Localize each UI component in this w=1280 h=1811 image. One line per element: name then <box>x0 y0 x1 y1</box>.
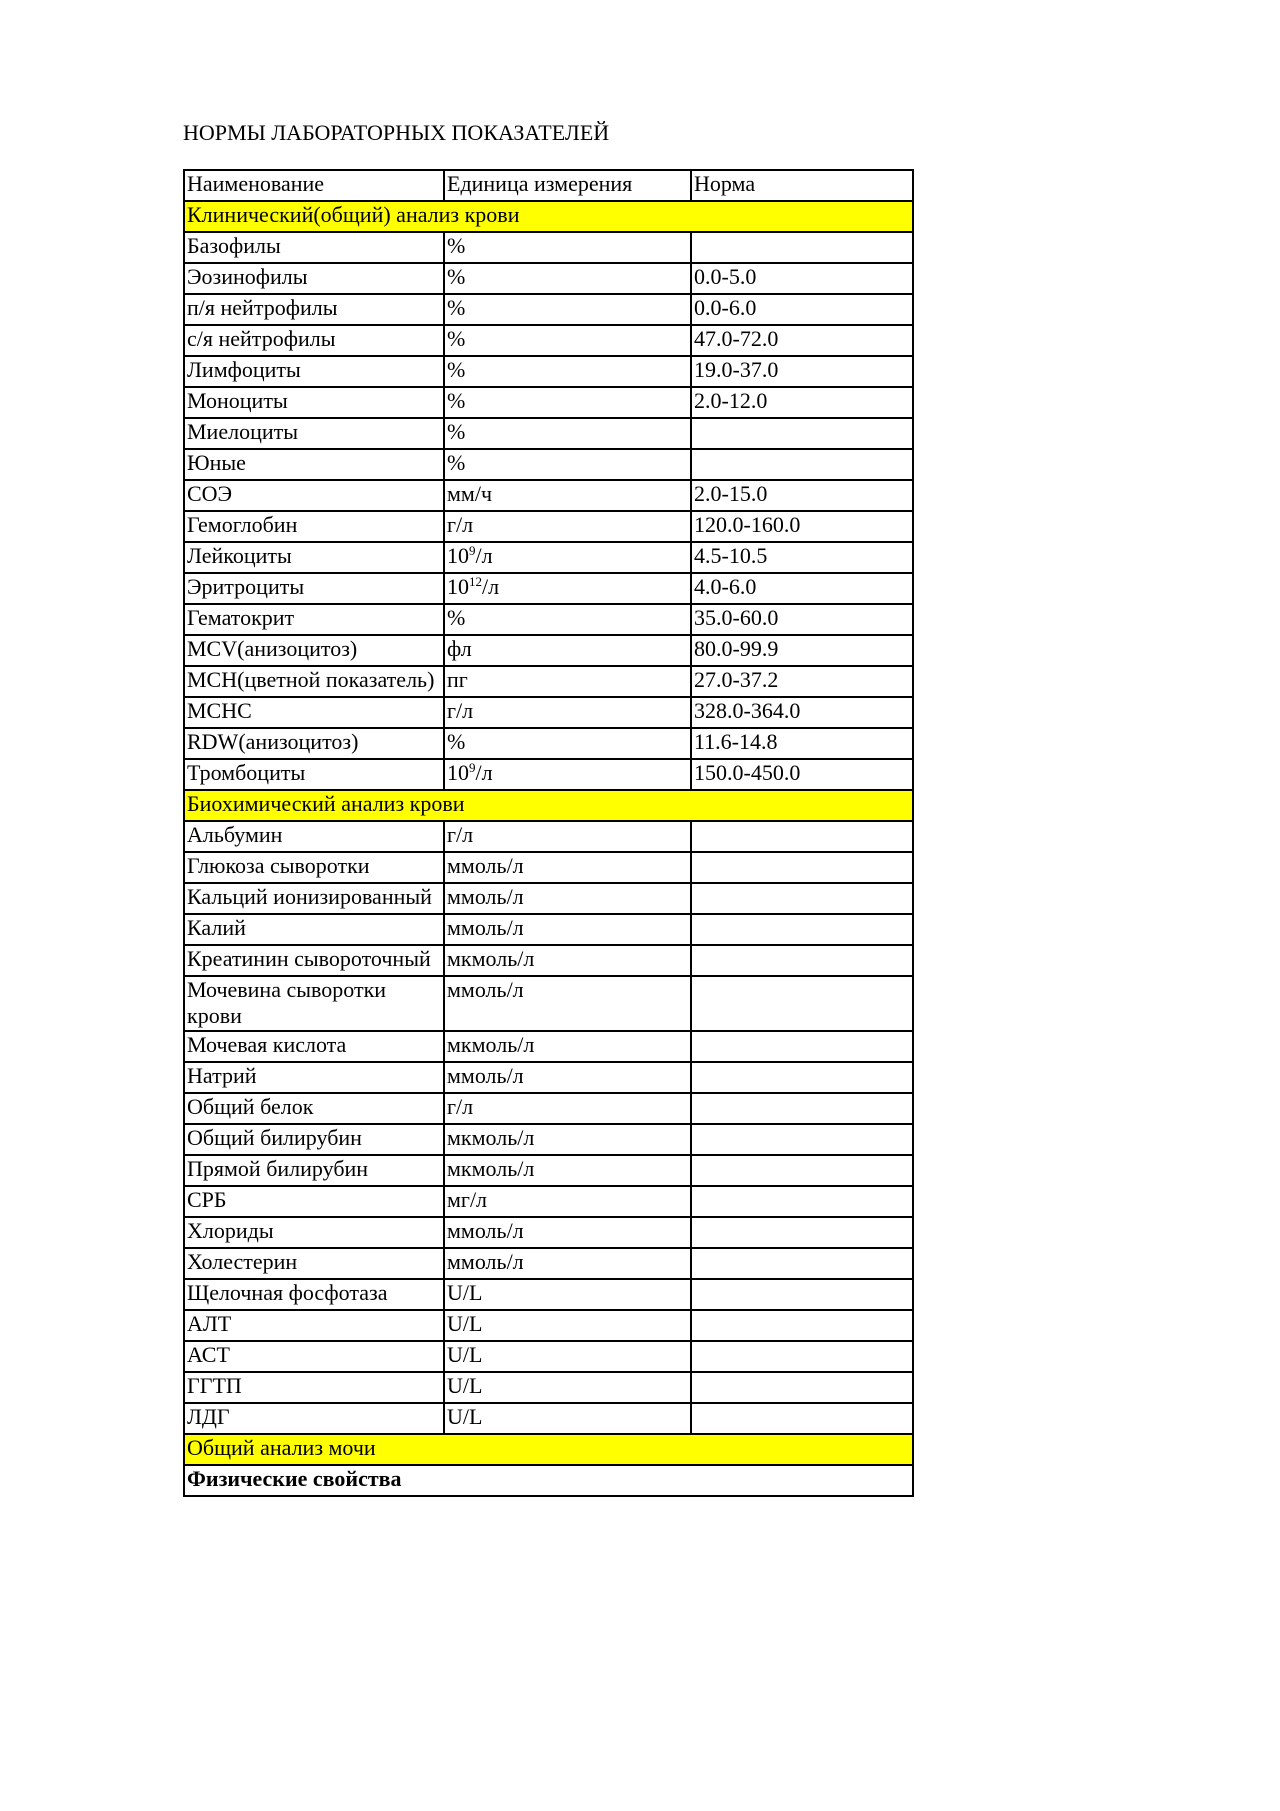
cell-unit: % <box>444 728 691 759</box>
cell-unit: г/л <box>444 697 691 728</box>
cell-norm <box>691 883 913 914</box>
header-unit: Единица измерения <box>444 170 691 201</box>
subsection-header-row <box>184 1465 913 1496</box>
cell-norm <box>691 1155 913 1186</box>
cell-unit: U/L <box>444 1310 691 1341</box>
cell-name: Общий билирубин <box>184 1124 444 1155</box>
cell-name: Альбумин <box>184 821 444 852</box>
unit-base: 10 <box>447 543 469 568</box>
cell-norm: 80.0-99.9 <box>691 635 913 666</box>
cell-name: Тромбоциты <box>184 759 444 790</box>
cell-name: Глюкоза сыворотки <box>184 852 444 883</box>
cell-norm <box>691 418 913 449</box>
table-row <box>184 666 913 697</box>
cell-name: Базофилы <box>184 232 444 263</box>
cell-unit: мг/л <box>444 1186 691 1217</box>
cell-name: MCHC <box>184 697 444 728</box>
table-row <box>184 263 913 294</box>
cell-norm <box>691 945 913 976</box>
cell-norm: 35.0-60.0 <box>691 604 913 635</box>
cell-name: Прямой билирубин <box>184 1155 444 1186</box>
cell-norm: 2.0-15.0 <box>691 480 913 511</box>
cell-unit: мкмоль/л <box>444 945 691 976</box>
cell-unit: ммоль/л <box>444 914 691 945</box>
cell-unit: ммоль/л <box>444 1248 691 1279</box>
table-header-row <box>184 170 913 201</box>
cell-unit: ммоль/л <box>444 883 691 914</box>
cell-name: Лимфоциты <box>184 356 444 387</box>
cell-name: ГГТП <box>184 1372 444 1403</box>
cell-norm <box>691 1031 913 1062</box>
table-row <box>184 480 913 511</box>
cell-unit: ммоль/л <box>444 852 691 883</box>
cell-unit: ммоль/л <box>444 1217 691 1248</box>
unit-exponent: 9 <box>469 543 476 558</box>
cell-unit: % <box>444 356 691 387</box>
cell-norm <box>691 1217 913 1248</box>
section-title: Клинический(общий) анализ крови <box>184 201 913 232</box>
cell-norm <box>691 1186 913 1217</box>
unit-exponent: 12 <box>469 574 482 589</box>
cell-name: Гемоглобин <box>184 511 444 542</box>
subsection-title: Физические свойства <box>184 1465 913 1496</box>
cell-norm <box>691 914 913 945</box>
cell-unit: % <box>444 263 691 294</box>
cell-norm <box>691 1403 913 1434</box>
lab-norms-table <box>183 169 914 1497</box>
section-header-row <box>184 201 913 232</box>
table-row <box>184 1248 913 1279</box>
unit-exponent: 9 <box>469 760 476 775</box>
cell-unit: мкмоль/л <box>444 1155 691 1186</box>
cell-name: Щелочная фосфотаза <box>184 1279 444 1310</box>
cell-name: Юные <box>184 449 444 480</box>
table-row <box>184 1341 913 1372</box>
cell-name: MCH(цветной показатель) <box>184 666 444 697</box>
table-row <box>184 759 913 790</box>
table-row <box>184 728 913 759</box>
cell-name: RDW(анизоцитоз) <box>184 728 444 759</box>
cell-name: Эозинофилы <box>184 263 444 294</box>
table-row <box>184 232 913 263</box>
unit-suffix: /л <box>475 760 493 785</box>
cell-unit: мкмоль/л <box>444 1031 691 1062</box>
cell-name: Калий <box>184 914 444 945</box>
cell-name: MCV(анизоцитоз) <box>184 635 444 666</box>
table-row <box>184 1186 913 1217</box>
cell-name: Мочевая кислота <box>184 1031 444 1062</box>
cell-name: Хлориды <box>184 1217 444 1248</box>
cell-unit: г/л <box>444 1093 691 1124</box>
unit-base: 10 <box>447 760 469 785</box>
unit-suffix: /л <box>482 574 500 599</box>
cell-norm <box>691 1341 913 1372</box>
cell-norm <box>691 1062 913 1093</box>
cell-norm: 47.0-72.0 <box>691 325 913 356</box>
cell-norm: 0.0-5.0 <box>691 263 913 294</box>
cell-name: п/я нейтрофилы <box>184 294 444 325</box>
table-row <box>184 573 913 604</box>
cell-unit: мкмоль/л <box>444 1124 691 1155</box>
table-row <box>184 294 913 325</box>
section-header-row <box>184 1434 913 1465</box>
cell-norm <box>691 976 913 1031</box>
table-row <box>184 1310 913 1341</box>
cell-norm <box>691 1372 913 1403</box>
cell-norm: 4.0-6.0 <box>691 573 913 604</box>
cell-unit: ммоль/л <box>444 976 691 1031</box>
cell-norm: 4.5-10.5 <box>691 542 913 573</box>
cell-name: Моноциты <box>184 387 444 418</box>
table-row <box>184 449 913 480</box>
cell-norm: 27.0-37.2 <box>691 666 913 697</box>
cell-unit: ммоль/л <box>444 1062 691 1093</box>
table-row <box>184 635 913 666</box>
cell-unit: пг <box>444 666 691 697</box>
cell-norm: 0.0-6.0 <box>691 294 913 325</box>
table-row <box>184 604 913 635</box>
cell-unit: мм/ч <box>444 480 691 511</box>
unit-suffix: /л <box>475 543 493 568</box>
cell-norm <box>691 232 913 263</box>
cell-name: ЛДГ <box>184 1403 444 1434</box>
section-title: Общий анализ мочи <box>184 1434 913 1465</box>
cell-name: Холестерин <box>184 1248 444 1279</box>
table-row <box>184 697 913 728</box>
unit-base: 10 <box>447 574 469 599</box>
cell-unit: фл <box>444 635 691 666</box>
document-title: НОРМЫ ЛАБОРАТОРНЫХ ПОКАЗАТЕЛЕЙ <box>183 120 610 145</box>
cell-name: АЛТ <box>184 1310 444 1341</box>
header-name: Наименование <box>184 170 444 201</box>
table-row <box>184 511 913 542</box>
cell-unit: U/L <box>444 1279 691 1310</box>
table-row <box>184 852 913 883</box>
cell-norm <box>691 449 913 480</box>
cell-name: Кальций ионизированный <box>184 883 444 914</box>
table-row <box>184 1124 913 1155</box>
table-row <box>184 1093 913 1124</box>
cell-norm <box>691 852 913 883</box>
cell-norm: 328.0-364.0 <box>691 697 913 728</box>
cell-name: с/я нейтрофилы <box>184 325 444 356</box>
cell-norm: 2.0-12.0 <box>691 387 913 418</box>
table-row <box>184 1403 913 1434</box>
cell-name: Лейкоциты <box>184 542 444 573</box>
cell-unit <box>444 542 691 573</box>
cell-unit: % <box>444 387 691 418</box>
cell-name: СРБ <box>184 1186 444 1217</box>
cell-norm <box>691 821 913 852</box>
table-row <box>184 821 913 852</box>
table-row <box>184 1062 913 1093</box>
table-row <box>184 914 913 945</box>
cell-norm <box>691 1279 913 1310</box>
cell-unit: % <box>444 418 691 449</box>
cell-unit <box>444 573 691 604</box>
table-row <box>184 325 913 356</box>
cell-unit: г/л <box>444 821 691 852</box>
section-title: Биохимический анализ крови <box>184 790 913 821</box>
cell-unit: U/L <box>444 1372 691 1403</box>
table-row <box>184 1155 913 1186</box>
cell-name: АСТ <box>184 1341 444 1372</box>
cell-norm: 19.0-37.0 <box>691 356 913 387</box>
cell-unit: % <box>444 325 691 356</box>
cell-name: Общий белок <box>184 1093 444 1124</box>
table-row <box>184 945 913 976</box>
cell-norm <box>691 1093 913 1124</box>
cell-name: Мочевина сыворотки крови <box>184 976 444 1031</box>
cell-name: Миелоциты <box>184 418 444 449</box>
cell-norm <box>691 1310 913 1341</box>
cell-norm <box>691 1248 913 1279</box>
table-row <box>184 542 913 573</box>
cell-unit: % <box>444 294 691 325</box>
cell-name: Эритроциты <box>184 573 444 604</box>
table-row <box>184 1217 913 1248</box>
cell-name: СОЭ <box>184 480 444 511</box>
table-row <box>184 1279 913 1310</box>
cell-norm: 11.6-14.8 <box>691 728 913 759</box>
table-row <box>184 976 913 1031</box>
cell-unit: % <box>444 604 691 635</box>
cell-norm: 150.0-450.0 <box>691 759 913 790</box>
table-row <box>184 1372 913 1403</box>
cell-unit: % <box>444 232 691 263</box>
cell-name: Натрий <box>184 1062 444 1093</box>
cell-norm <box>691 1124 913 1155</box>
cell-unit: U/L <box>444 1341 691 1372</box>
table-row <box>184 356 913 387</box>
table-row <box>184 883 913 914</box>
cell-norm: 120.0-160.0 <box>691 511 913 542</box>
cell-name: Гематокрит <box>184 604 444 635</box>
cell-unit: U/L <box>444 1403 691 1434</box>
cell-name: Креатинин сывороточный <box>184 945 444 976</box>
cell-unit <box>444 759 691 790</box>
table-row <box>184 418 913 449</box>
cell-unit: г/л <box>444 511 691 542</box>
section-header-row <box>184 790 913 821</box>
table-row <box>184 387 913 418</box>
cell-unit: % <box>444 449 691 480</box>
header-norm: Норма <box>691 170 913 201</box>
table-row <box>184 1031 913 1062</box>
